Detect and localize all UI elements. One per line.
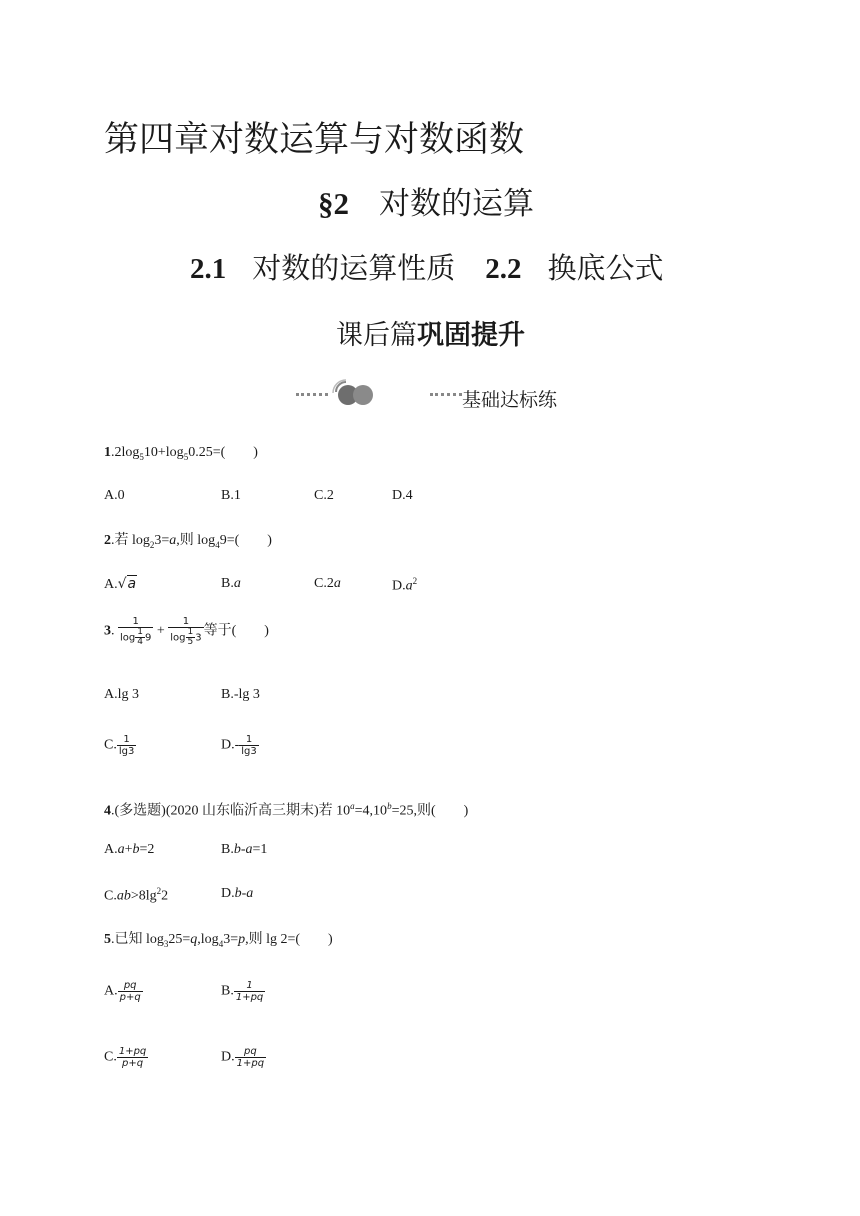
q-text: ,则 log	[176, 533, 216, 548]
option-exp: 2	[412, 576, 418, 586]
fraction-numerator: pq	[235, 1046, 266, 1058]
q-sub: 5	[139, 451, 144, 462]
section-title: 对数的运算	[379, 186, 534, 221]
fraction-denominator: 1+pq	[235, 992, 264, 1003]
q-var: p	[238, 932, 246, 947]
option-prefix: A.	[104, 577, 118, 592]
section-number: §2	[318, 186, 349, 221]
practice-prefix: 课后篇	[336, 320, 417, 351]
q3-option-d[interactable]	[221, 734, 259, 757]
q4-option-b[interactable]	[221, 842, 267, 858]
option-op: -	[240, 842, 246, 857]
q-text: 3=	[223, 932, 239, 947]
q1-option-c[interactable]: C.2	[314, 488, 334, 503]
option-var: a	[233, 576, 241, 591]
q3-option-b[interactable]: B.-lg 3	[221, 687, 260, 702]
q-text: =25,则( )	[391, 803, 469, 819]
base-denominator: 4	[137, 637, 143, 647]
question-number: 2	[104, 533, 111, 548]
option-prefix: C.	[104, 888, 117, 904]
log-base	[186, 628, 196, 647]
log-base	[135, 628, 145, 647]
q5-option-c[interactable]	[104, 1046, 148, 1069]
option-fraction	[235, 1046, 266, 1069]
question-number: 5	[104, 932, 111, 947]
q-text: =4,10	[354, 803, 388, 819]
option-text: >8lg	[130, 888, 157, 904]
q1-option-b[interactable]: B.1	[221, 488, 241, 503]
fraction-denominator: p+q	[119, 992, 141, 1003]
option-prefix: D.	[392, 578, 406, 594]
option-fraction	[118, 980, 143, 1003]
question-number: 1	[104, 445, 111, 460]
q-sub: 4	[218, 938, 224, 949]
fraction-1	[118, 616, 153, 647]
fraction-denominator: 1+pq	[236, 1058, 265, 1069]
option-prefix: B.	[221, 983, 234, 999]
option-prefix: C.2	[314, 576, 334, 591]
q-text: 25=	[168, 932, 191, 947]
base-numerator: 1	[137, 627, 143, 637]
option-prefix: C.	[104, 737, 117, 753]
q5-option-b[interactable]	[221, 980, 265, 1003]
q-var: q	[190, 932, 198, 947]
option-fraction	[117, 734, 137, 757]
question-number: 3	[104, 623, 111, 639]
option-fraction	[117, 1046, 148, 1069]
banner-circles-icon	[330, 378, 376, 410]
fraction-denominator	[118, 628, 153, 647]
q-text: .已知 log	[111, 932, 164, 947]
option-prefix: A.	[104, 983, 118, 999]
log-text: log	[170, 632, 186, 644]
q3-option-c[interactable]	[104, 734, 136, 757]
base-denominator: 5	[187, 637, 194, 647]
fraction-numerator: 1	[118, 616, 153, 628]
radicand: a	[127, 576, 137, 592]
fraction-denominator	[168, 628, 203, 647]
fraction-2	[168, 616, 203, 647]
base-numerator: 1	[187, 627, 194, 637]
q1-option-d[interactable]: D.4	[392, 488, 413, 503]
option-var: a	[405, 578, 413, 594]
q-text: 10+log	[143, 445, 184, 460]
section-heading	[318, 178, 534, 223]
fraction-numerator: 1	[234, 980, 265, 992]
option-var: b	[233, 842, 241, 857]
q5-option-a[interactable]	[104, 980, 143, 1003]
question-number: 4	[104, 803, 111, 819]
option-op: +	[124, 842, 133, 857]
q-sub: 3	[163, 938, 169, 949]
q-var: a	[169, 533, 177, 548]
option-op: -	[241, 886, 247, 901]
q-text: 0.25=( )	[188, 445, 258, 460]
q-text: 3=	[154, 533, 170, 548]
option-var: a	[117, 842, 125, 857]
option-var: a	[246, 886, 254, 901]
plus-sign: +	[156, 623, 165, 639]
q1-option-a[interactable]: A.0	[104, 488, 125, 503]
subsection-number-2: 2.2	[485, 253, 522, 285]
q-text: .	[111, 623, 115, 639]
practice-heading	[336, 313, 525, 352]
dotted-line-left	[296, 393, 328, 400]
q-exp: b	[387, 801, 392, 811]
sqrt-expression: √a	[117, 576, 137, 592]
q3-option-a[interactable]: A.lg 3	[104, 687, 139, 702]
option-var: a	[333, 576, 341, 591]
q-text: .若 log	[111, 533, 150, 548]
q5-option-d[interactable]	[221, 1046, 266, 1069]
q4-option-c[interactable]	[104, 886, 168, 905]
option-prefix: A.	[104, 842, 118, 857]
option-text: 2	[161, 888, 169, 904]
q2-option-d[interactable]	[392, 576, 417, 595]
subsection-title-2: 换底公式	[547, 253, 664, 285]
subsection-title-1: 对数的运算性质	[252, 253, 456, 285]
q2-option-a[interactable]	[104, 576, 137, 593]
q-text: .2log	[111, 445, 140, 460]
q-text: 等于( )	[203, 623, 269, 639]
option-prefix: C.	[104, 1049, 117, 1065]
option-var: b	[132, 842, 140, 857]
q-text: 9=( )	[219, 533, 272, 548]
log-argument: 9	[144, 632, 152, 644]
log-text: log	[120, 632, 136, 644]
q-text: .(多选题)(2020 山东临沂高三期末)若 10	[111, 803, 351, 819]
q4-option-d[interactable]	[221, 886, 253, 902]
practice-strong: 巩固提升	[417, 320, 525, 351]
fraction-numerator: 1	[239, 734, 259, 746]
fraction-numerator: 1	[117, 734, 137, 746]
option-prefix: B.	[221, 576, 234, 591]
option-prefix: D.-	[221, 737, 240, 753]
question-2	[104, 532, 272, 554]
question-1	[104, 444, 258, 466]
option-var: b	[234, 886, 242, 901]
chapter-title: 第四章对数运算与对数函数	[104, 120, 525, 160]
option-var: a	[245, 842, 253, 857]
fraction-denominator: p+q	[122, 1058, 144, 1069]
fraction-numerator: pq	[118, 980, 143, 992]
fraction-denominator: lg3	[241, 746, 257, 757]
dotted-line-right	[430, 393, 462, 400]
option-prefix: B.	[221, 842, 234, 857]
option-text: =2	[139, 842, 155, 857]
subsection-heading	[190, 246, 664, 287]
q4-option-a[interactable]	[104, 842, 154, 858]
q-sub: 2	[149, 539, 155, 550]
option-fraction	[234, 980, 265, 1003]
option-var: ab	[116, 888, 131, 904]
question-4	[104, 797, 468, 821]
question-5	[104, 931, 333, 953]
q2-option-c[interactable]	[314, 576, 341, 592]
option-exp: 2	[156, 886, 162, 896]
subsection-number-1: 2.1	[190, 253, 227, 285]
log-argument: 3	[195, 632, 202, 644]
q-text: ,则 lg 2=( )	[245, 932, 333, 947]
question-3	[104, 616, 269, 647]
q-exp: a	[350, 801, 355, 811]
q-sub: 4	[215, 539, 220, 550]
option-prefix: D.	[221, 1049, 235, 1065]
q-sub: 5	[183, 451, 189, 462]
option-prefix: D.	[221, 886, 235, 901]
fraction-numerator: 1+pq	[118, 1046, 147, 1057]
fraction-denominator: lg3	[118, 746, 135, 757]
banner-label: 基础达标练	[462, 389, 558, 411]
option-text: =1	[252, 842, 268, 857]
option-fraction	[239, 734, 259, 757]
q-text: ,log	[197, 932, 219, 947]
fraction-numerator: 1	[168, 616, 203, 628]
q2-option-b[interactable]	[221, 576, 241, 592]
